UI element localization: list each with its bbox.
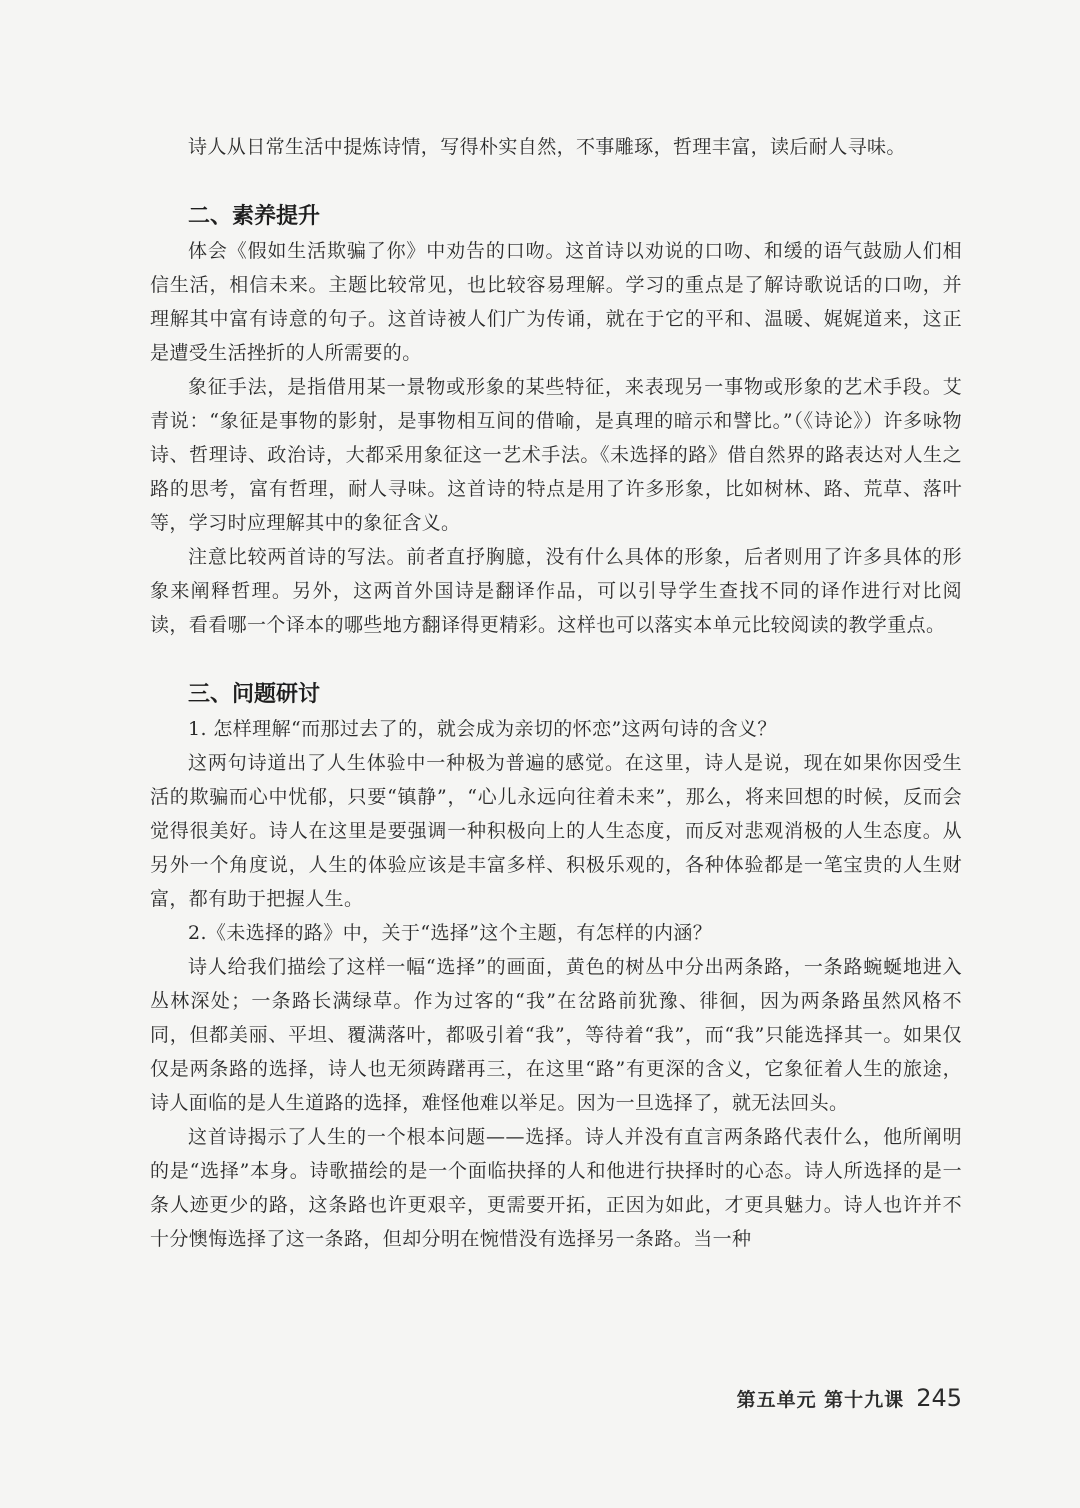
answer-2-paragraph-1: 诗人给我们描绘了这样一幅“选择”的画面，黄色的树丛中分出两条路，一条路蜿蜒地进入丛林深处；一条路长满绿草。作为过客的“我”在岔路前犹豫、徘徊，因为两条路虽然风格不同，但都美丽、平坦、覆满落叶，都吸引着“我”，等待着“我”，而“我”只能选择其一。如果仅仅是两条路的选择，诗人也无须踌躇再三，在这里“路”有更深的含义，它象征着人生的旅途，诗人面临的是人生道路的选择，难怪他难以举足。因为一旦选择了，就无法回头。 (150, 956, 962, 1114)
section2-paragraph-2: 象征手法，是指借用某一景物或形象的某些特征，来表现另一事物或形象的艺术手段。艾青说：“象征是事物的影射，是事物相互间的借喻，是真理的暗示和譬比。”（《诗论》）许多咏物诗、哲理诗、政治诗，大都采用象征这一艺术手法。《未选择的路》借自然界的路表达对人生之路的思考，富有哲理，耐人寻味。这首诗的特点是用了许多形象，比如树林、路、荒草、落叶等，学习时应理解其中的象征含义。 (150, 376, 962, 534)
intro-paragraph: 诗人从日常生活中提炼诗情，写得朴实自然，不事雕琢，哲理丰富，读后耐人寻味。 (188, 136, 906, 158)
spacer (150, 642, 962, 678)
section2-paragraph-1: 体会《假如生活欺骗了你》中劝告的口吻。这首诗以劝说的口吻、和缓的语气鼓励人们相信生活，相信未来。主题比较常见，也比较容易理解。学习的重点是了解诗歌说话的口吻，并理解其中富有诗意的句子。这首诗被人们广为传诵，就在于它的平和、温暖、娓娓道来，这正是遭受生活挫折的人所需要的。 (150, 240, 962, 364)
answer-1: 这两句诗道出了人生体验中一种极为普遍的感觉。在这里，诗人是说，现在如果你因受生活的欺骗而心中忧郁，只要“镇静”，“心儿永远向往着未来”，那么，将来回想的时候，反而会觉得很美好。诗人在这里是要强调一种积极向上的人生态度，而反对悲观消极的人生态度。从另外一个角度说，人生的体验应该是丰富多样、积极乐观的，各种体验都是一笔宝贵的人生财富，都有助于把握人生。 (150, 752, 962, 910)
section-heading-3: 三、问题研讨 (188, 682, 321, 707)
page-footer (737, 1384, 962, 1412)
question-2: 2.《未选择的路》中，关于“选择”这个主题，有怎样的内涵？ (188, 922, 713, 944)
spacer (150, 164, 962, 200)
page-body (150, 130, 962, 1256)
question-1: 1. 怎样理解“而那过去了的，就会成为亲切的怀恋”这两句诗的含义？ (188, 718, 777, 740)
answer-2-paragraph-2: 这首诗揭示了人生的一个根本问题——选择。诗人并没有直言两条路代表什么，他所阐明的是“选择”本身。诗歌描绘的是一个面临抉择的人和他进行抉择时的心态。诗人所选择的是一条人迹更少的路，这条路也许更艰辛，更需要开拓，正因为如此，才更具魅力。诗人也许并不十分懊悔选择了这一条路，但却分明在惋惜没有选择另一条路。当一种 (150, 1126, 962, 1250)
section-heading-2: 二、素养提升 (188, 204, 321, 229)
section2-paragraph-3: 注意比较两首诗的写法。前者直抒胸臆，没有什么具体的形象，后者则用了许多具体的形象来阐释哲理。另外，这两首外国诗是翻译作品，可以引导学生查找不同的译作进行对比阅读，看看哪一个译本的哪些地方翻译得更精彩。这样也可以落实本单元比较阅读的教学重点。 (150, 546, 962, 636)
unit-label: 第五单元 第十九课 (736, 1389, 905, 1411)
page-number: 245 (916, 1384, 962, 1412)
